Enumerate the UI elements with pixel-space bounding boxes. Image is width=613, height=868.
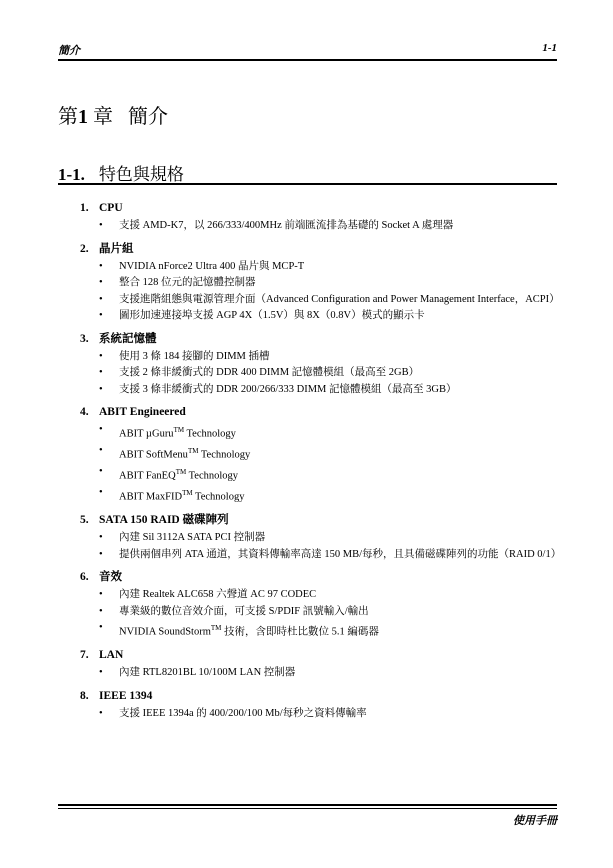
bullet-item: • 使用 3 條 184 接腳的 DIMM 插槽	[99, 350, 270, 362]
bullet-item: • NVIDIA SoundStorm™ 技術，含即時杜比數位 5.1 編碼器	[99, 622, 379, 638]
item-title: SATA 150 RAID 磁碟陣列	[99, 514, 229, 526]
header-left: 簡介	[58, 45, 80, 57]
page-header	[58, 42, 557, 58]
list-item: 6. 音效 • 內建 Realtek ALC658 六聲道 AC 97 CODEC • 專業級的數位音效介面，可支援 S/PDIF 訊號輸入/輸出 • NVIDIA SoundStorm™ 技術，含即時杜比數位 5.1 編碼器	[80, 569, 560, 641]
bullet-item: • ABIT MaxFID™ Technology	[99, 487, 245, 503]
bullet-item: • 內建 Realtek ALC658 六聲道 AC 97 CODEC	[99, 589, 317, 600]
bullet-item: • ABIT FanEQ™ Technology	[99, 466, 239, 482]
bullet-item: • 圖形加速連接埠支援 AGP 4X（1.5V）與 8X（0.8V）模式的顯示卡	[99, 310, 425, 321]
page-footer: 使用手冊	[513, 815, 557, 827]
list-item: 5. SATA 150 RAID 磁碟陣列 • 內建 Sil 3112A SATA PCI 控制器 • 提供兩個串列 ATA 通道，其資料傳輸率高達 150 MB/每秒，且具備磁碟陣列的功能（RAID 0/1）	[80, 512, 560, 563]
list-item: 4. ABIT Engineered • ABIT µGuru™ Technology • ABIT SoftMenu™ Technology • ABIT FanEQ™ Technology • ABIT MaxFID™ Technology	[80, 404, 560, 506]
list-item: 7. LAN • 內建 RTL8201BL 10/100M LAN 控制器	[80, 647, 560, 682]
bullet-item: • NVIDIA nForce2 Ultra 400 晶片與 MCP-T	[99, 260, 305, 272]
feature-list	[80, 200, 560, 728]
section-title	[58, 160, 184, 185]
item-title: 晶片組	[99, 242, 134, 255]
bullet-item: • 支援 IEEE 1394a 的 400/200/100 Mb/每秒之資料傳輸率	[99, 707, 367, 719]
bullet-item: • 內建 RTL8201BL 10/100M LAN 控制器	[99, 667, 296, 678]
bullet-item: • 支援 AMD-K7，以 266/333/400MHz 前端匯流排為基礎的 Socket A 處理器	[99, 220, 454, 231]
chapter-title: 第1 章 簡介	[58, 106, 168, 128]
bullet-item: • 整合 128 位元的記憶體控制器	[99, 277, 256, 288]
item-title: LAN	[99, 649, 124, 661]
item-title: ABIT Engineered	[99, 406, 186, 418]
item-title: 系統記憶體	[99, 332, 157, 345]
chapter-number: 1	[78, 106, 88, 128]
section-name: 特色與規格	[98, 165, 184, 184]
list-item: 8. IEEE 1394 • 支援 IEEE 1394a 的 400/200/100 Mb/每秒之資料傳輸率	[80, 688, 560, 723]
section-rule	[58, 183, 557, 185]
bullet-item: • 提供兩個串列 ATA 通道，其資料傳輸率高達 150 MB/每秒，且具備磁碟陣列的功能（RAID 0/1）	[99, 548, 562, 560]
bullet-item: • 支援進階組態與電源管理介面（Advanced Configuration and Power Management Interface，ACPI）	[99, 293, 560, 305]
bullet-item: • 專業級的數位音效介面，可支援 S/PDIF 訊號輸入/輸出	[99, 605, 369, 617]
bullet-item: • ABIT SoftMenu™ Technology	[99, 445, 251, 461]
item-title: 音效	[99, 571, 122, 583]
section-number: 1-1.	[58, 165, 85, 184]
bullet-item: • ABIT µGuru™ Technology	[99, 424, 236, 440]
bullet-item: • 支援 3 條非緩衝式的 DDR 200/266/333 DIMM 記憶體模組（最高至 3GB）	[99, 383, 457, 395]
list-item: 2. 晶片組 • NVIDIA nForce2 Ultra 400 晶片與 MCP-T • 整合 128 位元的記憶體控制器 • 支援進階組態與電源管理介面（Advanced Configuration and Power Management Interface，ACPI） • 圖形加速連接埠支援 AGP 4X（1.5V）與 8X（0.8V）模式的顯示卡	[80, 241, 560, 325]
footer-rule-thin	[58, 808, 557, 809]
list-item: 3. 系統記憶體 • 使用 3 條 184 接腳的 DIMM 插槽 • 支援 2 條非緩衝式的 DDR 400 DIMM 記憶體模組（最高至 2GB） • 支援 3 條非緩衝式的 DDR 200/266/333 DIMM 記憶體模組（最高至 3GB）	[80, 331, 560, 399]
bullet-item: • 內建 Sil 3112A SATA PCI 控制器	[99, 532, 266, 543]
header-rule	[58, 59, 557, 61]
list-item: 1. CPU • 支援 AMD-K7，以 266/333/400MHz 前端匯流排為基礎的 Socket A 處理器	[80, 200, 560, 235]
item-title: CPU	[99, 202, 123, 214]
chapter-name: 簡介	[128, 106, 168, 128]
footer-rule	[58, 804, 557, 806]
item-title: IEEE 1394	[99, 689, 153, 702]
bullet-item: • 支援 2 條非緩衝式的 DDR 400 DIMM 記憶體模組（最高至 2GB）	[99, 367, 420, 378]
header-page-number: 1-1	[542, 42, 557, 54]
